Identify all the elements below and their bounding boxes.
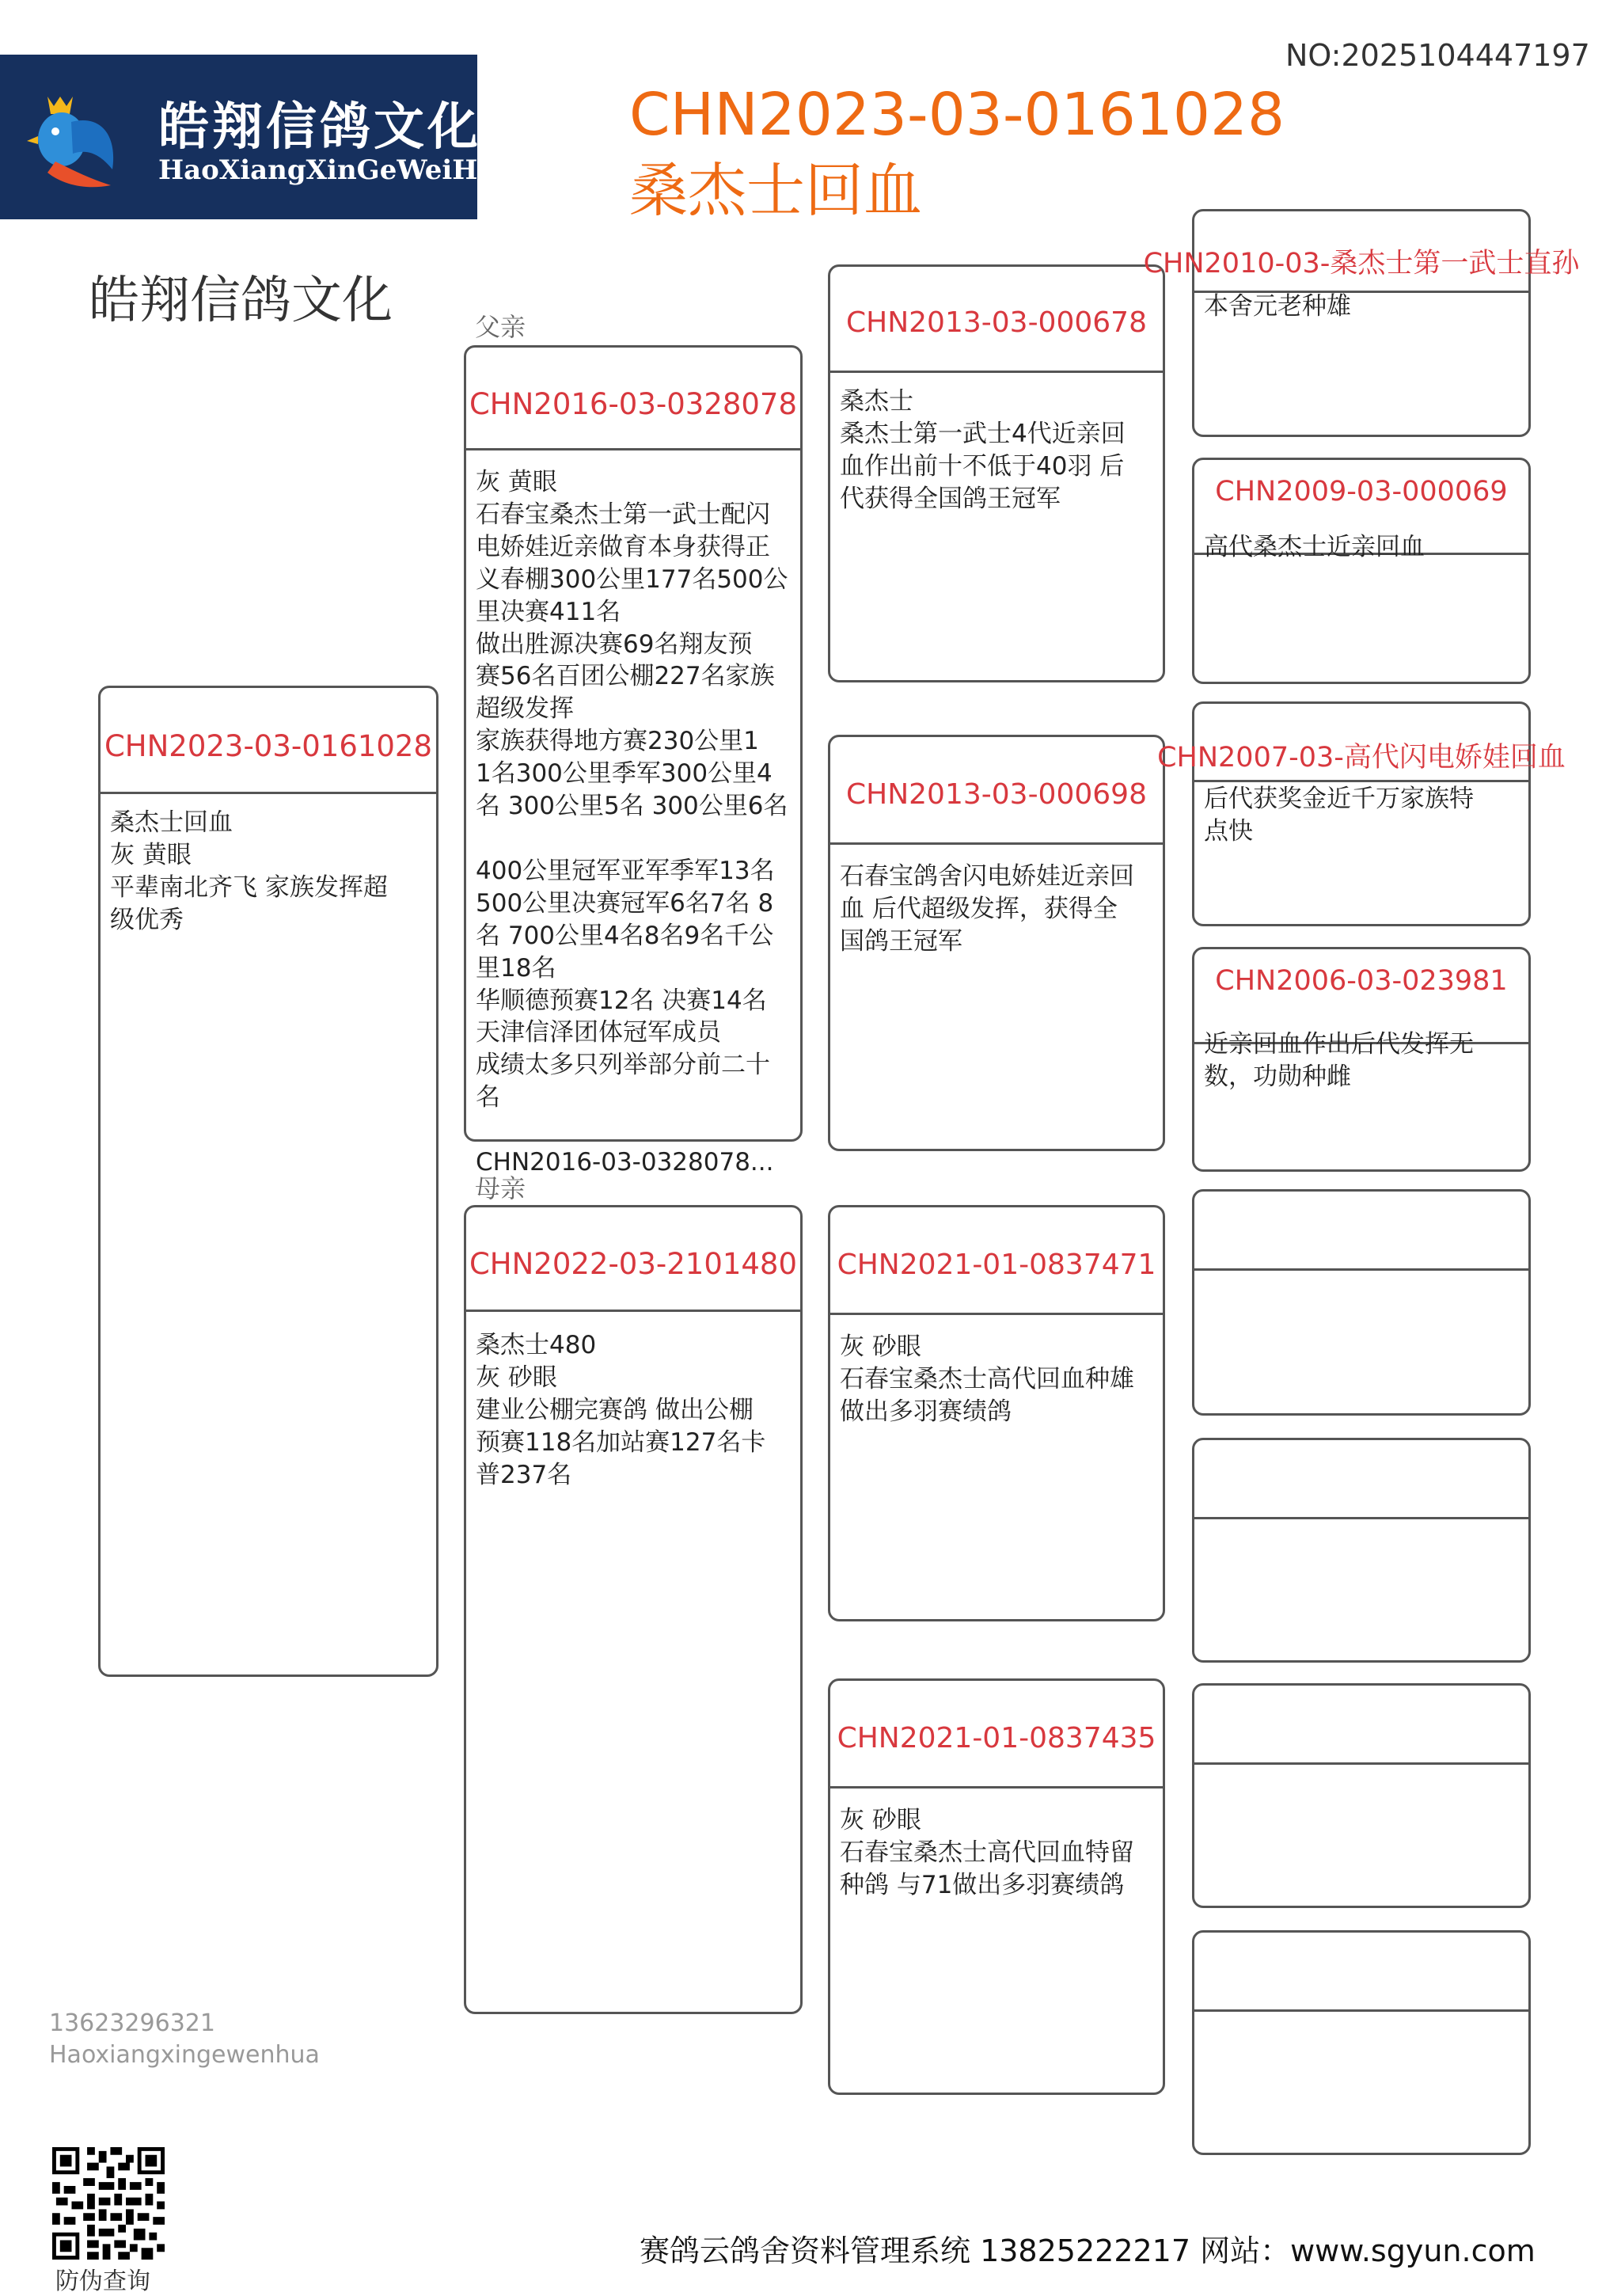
mother-card-notes: 桑杰士480 灰 砂眼 建业公棚完赛鸽 做出公棚 预赛118名加站赛127名卡 普237名 xyxy=(476,1331,766,1489)
document-number: NO:2025104447197 xyxy=(1285,38,1590,73)
great-grandparent-ring xyxy=(1194,1192,1528,1271)
mother-card-ring: CHN2022-03-2101480 xyxy=(466,1247,800,1312)
anti-counterfeit-label: 防伪查询 xyxy=(55,2267,150,2295)
great-grandparent-notes: 近亲回血作出后代发挥无 数，功勋种雌 xyxy=(1204,1030,1474,1091)
logo-english-name: HaoXiangXinGeWeiHua xyxy=(158,154,515,186)
father-card xyxy=(464,345,803,1177)
maternal-grandfather-notes: 灰 砂眼 石春宝桑杰士高代回血种雄 做出多羽赛绩鸽 xyxy=(840,1332,1134,1426)
maternal-grandmother-notes: 灰 砂眼 石春宝桑杰士高代回血特留 种鸽 与71做出多羽赛绩鸽 xyxy=(840,1806,1134,1899)
maternal-grandfather-ring: CHN2021-01-0837471 xyxy=(830,1249,1163,1315)
pigeon-logo-icon xyxy=(24,90,119,193)
mother-card xyxy=(464,1205,803,2014)
great-grandparent-card xyxy=(1143,209,1580,437)
great-grandparent-ring xyxy=(1194,1440,1528,1519)
qr-code-icon[interactable] xyxy=(52,2147,165,2260)
great-grandparent-card xyxy=(1192,458,1531,684)
subject-ring-number: CHN2023-03-0161028 xyxy=(629,81,1285,149)
paternal-grandfather-notes: 桑杰士 桑杰士第一武士4代近亲回 血作出前十不低于40羽 后 代获得全国鸽王冠军 xyxy=(840,387,1126,513)
contact-site: Haoxiangxingewenhua xyxy=(49,2041,320,2069)
great-grandparent-notes: 本舍元老种雄 xyxy=(1204,292,1351,321)
great-grandparent-card xyxy=(1192,1683,1531,1908)
maternal-grandfather-card xyxy=(828,1205,1165,1621)
father-card-ring: CHN2016-03-0328078 xyxy=(466,387,800,450)
system-footer: 赛鸽云鸽舍资料管理系统 13825222217 网站：www.sgyun.com xyxy=(640,2233,1536,2268)
subject-pigeon-name: 桑杰士回血 xyxy=(629,157,922,225)
paternal-grandmother-card xyxy=(828,735,1165,1151)
great-grandparent-card xyxy=(1157,701,1566,926)
great-grandparent-card xyxy=(1192,1438,1531,1663)
paternal-grandmother-notes: 石春宝鸽舍闪电娇娃近亲回 血 后代超级发挥，获得全 国鸽王冠军 xyxy=(840,862,1134,956)
mother-label: 母亲 xyxy=(475,1173,526,1203)
great-grandparent-notes: 后代获奖金近千万家族特 点快 xyxy=(1204,785,1474,846)
great-grandparent-card xyxy=(1192,1930,1531,2155)
great-grandparent-ring: CHN2009-03-000069 xyxy=(1194,476,1528,555)
subject-card-notes: 桑杰士回血 灰 黄眼 平辈南北齐飞 家族发挥超 级优秀 xyxy=(110,808,388,934)
great-grandparent-card xyxy=(1192,947,1531,1172)
father-card-notes: 灰 黄眼 石春宝桑杰士第一武士配闪 电娇娃近亲做育本身获得正 义春棚300公里177名500公 里决赛411名 做出胜源决赛69名翔友预 赛56名百团公棚227名家族 超级发挥 家族获得地方赛230公里1 1名300公里季军300公里4 名 300公里5名 300公里6名 400公里冠军亚军季军13名 500公里决赛冠军6名7名 8 名 700公里4名8名9名千公 里18名 华顺德预赛12名 决赛14名 天津信泽团体冠军成员 成绩太多只列举部分前二十 名 CHN2016-03-0328078... xyxy=(476,468,788,1177)
father-label: 父亲 xyxy=(475,312,526,342)
maternal-grandmother-card xyxy=(828,1678,1165,2095)
contact-phone: 13623296321 xyxy=(49,2009,215,2037)
paternal-grandfather-ring: CHN2013-03-000678 xyxy=(830,306,1163,373)
great-grandparent-ring: CHN2010-03-桑杰士第一武士直孙 xyxy=(1143,248,1580,279)
subject-card xyxy=(98,686,438,1677)
subject-card-ring: CHN2023-03-0161028 xyxy=(101,729,436,794)
great-grandparent-ring: CHN2007-03-高代闪电娇娃回血 xyxy=(1157,742,1566,774)
great-grandparent-ring xyxy=(1194,1686,1528,1765)
great-grandparent-ring: CHN2006-03-023981 xyxy=(1194,965,1528,1044)
great-grandparent-card xyxy=(1192,1189,1531,1416)
great-grandparent-notes: 高代桑杰士近亲回血 xyxy=(1204,533,1425,561)
paternal-grandfather-card xyxy=(828,264,1165,682)
logo-chinese-name: 皓翔信鸽文化 xyxy=(158,98,481,157)
paternal-grandmother-ring: CHN2013-03-000698 xyxy=(830,778,1163,845)
great-grandparent-ring xyxy=(1194,1933,1528,2012)
brand-logo-banner xyxy=(0,55,515,219)
maternal-grandmother-ring: CHN2021-01-0837435 xyxy=(830,1722,1163,1789)
loft-brand-name: 皓翔信鸽文化 xyxy=(89,272,393,330)
